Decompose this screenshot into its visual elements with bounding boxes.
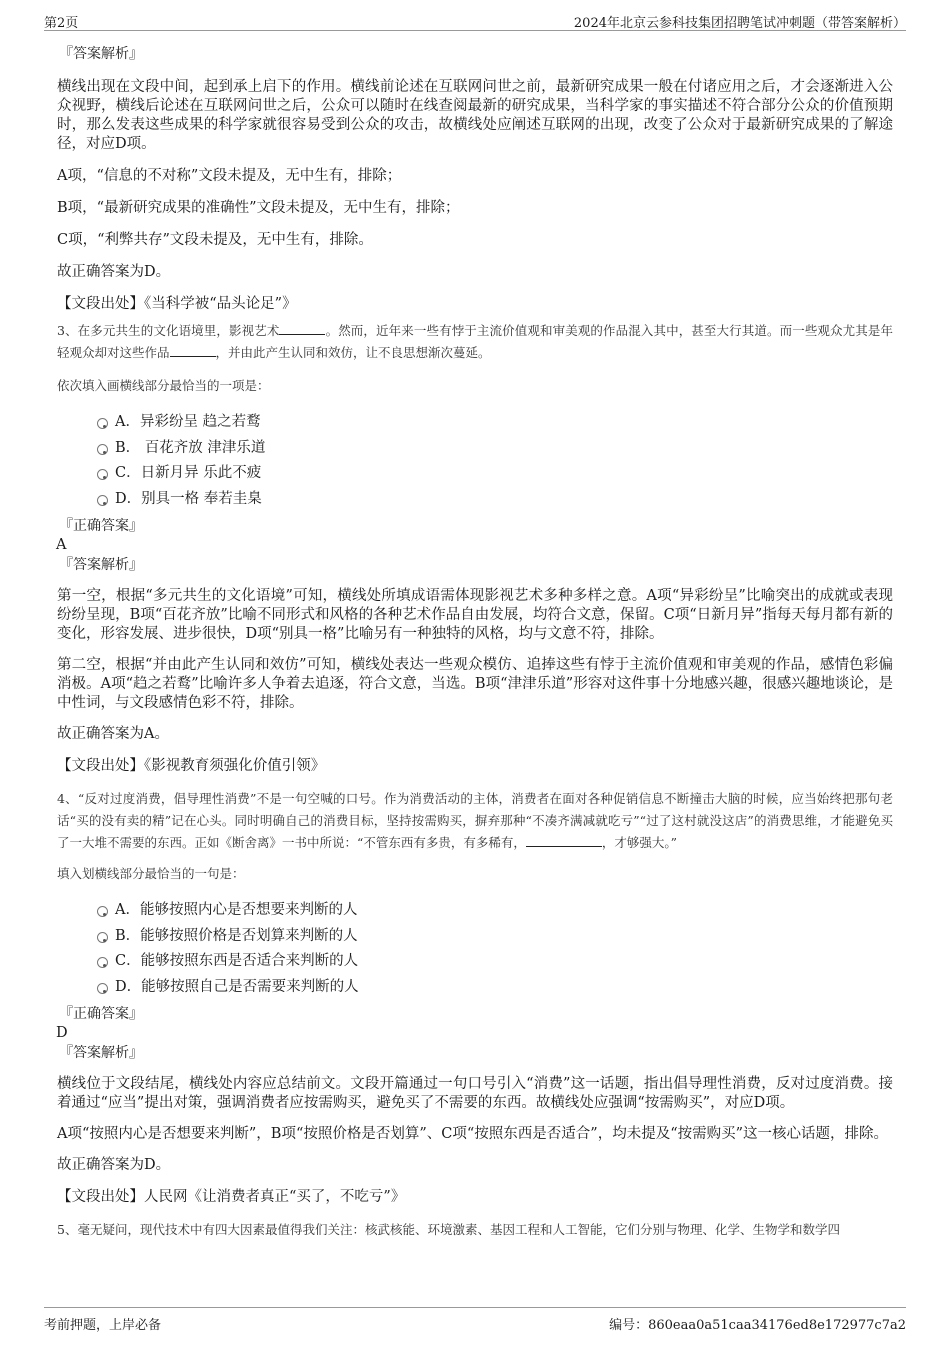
stem-text: ，并由此产生认同和效仿，让不良思想渐次蔓延。 <box>215 345 491 360</box>
question-2-analysis <box>57 44 893 314</box>
analysis-paragraph: C项，“利弊共存”文段未提及，无中生有，排除。 <box>57 232 373 248</box>
fill-blank <box>279 322 325 335</box>
correct-answer: A <box>56 537 67 553</box>
option-c[interactable] <box>97 949 893 975</box>
option-b[interactable] <box>97 924 893 950</box>
page-header <box>44 12 906 31</box>
footer-slogan: 考前押题，上岸必备 <box>44 1318 162 1333</box>
option-label: A．异彩纷呈 趋之若鹜 <box>115 414 261 430</box>
fill-blank <box>170 344 216 357</box>
analysis-conclusion: 故正确答案为D。 <box>57 1157 171 1173</box>
option-label: B． 百花齐放 津津乐道 <box>115 439 266 456</box>
analysis-label: 『答案解析』 <box>59 1045 143 1061</box>
option-label: A．能够按照内心是否想要来判断的人 <box>115 902 358 918</box>
analysis-paragraph: A项，“信息的不对称”文段未提及，无中生有，排除； <box>57 168 402 184</box>
page-number: 第2页 <box>44 16 79 31</box>
fill-blank <box>526 834 602 847</box>
stem-text: ，才够强大。” <box>601 835 678 850</box>
question-4 <box>57 788 893 1207</box>
page-footer <box>44 1307 906 1338</box>
analysis-paragraph: A项“按照内心是否想要来判断”，B项“按照价格是否划算”、C项“按照东西是否适合”，均未提及“按需购买”这一核心话题，排除。 <box>57 1126 889 1142</box>
options-list <box>57 898 893 1000</box>
question-3 <box>57 320 893 776</box>
option-b[interactable] <box>97 436 893 462</box>
options-list <box>57 410 893 512</box>
analysis-paragraph: 第一空，根据“多元共生的文化语境”可知，横线处所填成语需体现影视艺术多种多样之意。A项“异彩纷呈”比喻突出的成就或表现纷纷呈现，B项“百花齐放”比喻不同形式和风格的各种艺术作品自由发展，均符合文意，保留。C项“日新月异”指每天每月都有新的变化，形容发展、进步很快，D项“别具一格”比喻另有一种独特的风格，均与文意不符，排除。 <box>57 588 893 642</box>
analysis-conclusion: 故正确答案为A。 <box>57 726 169 742</box>
document-title: 2024年北京云参科技集团招聘笔试冲刺题（带答案解析） <box>573 16 906 31</box>
source-citation: 【文段出处】人民网《让消费者真正“买了，不吃亏”》 <box>57 1189 406 1205</box>
analysis-paragraph: 第二空，根据“并由此产生认同和效仿”可知，横线处表达一些观众模仿、追捧这些有悖于主流价值观和审美观的作品，感情色彩偏消极。A项“趋之若鹜”比喻许多人争着去追逐，符合文意，当选。B项“津津乐道”形容对这件事十分地感兴趣，很感兴趣地谈论，是中性词，与文段感情色彩不符，排除。 <box>57 657 893 711</box>
analysis-label: 『答案解析』 <box>59 557 143 573</box>
option-d[interactable] <box>97 975 893 1001</box>
option-a[interactable] <box>97 410 893 436</box>
analysis-label: 『答案解析』 <box>59 46 143 62</box>
analysis-paragraph: 横线出现在文段中间，起到承上启下的作用。横线前论述在互联网问世之前，最新研究成果一般在付诸应用之后，才会逐渐进入公众视野，横线后论述在互联网问世之后，公众可以随时在线查阅最新的研究成果，当科学家的事实描述不符合部分公众的价值预期时，那么发表这些成果的科学家就很容易受到公众的攻击，故横线处应阐述互联网的出现，改变了公众对于最新研究成果的了解途径，对应D项。 <box>57 79 893 152</box>
radio-icon[interactable] <box>97 932 108 943</box>
question-stem <box>57 788 893 854</box>
correct-answer-label: 『正确答案』 <box>59 518 143 534</box>
correct-answer-label: 『正确答案』 <box>59 1006 143 1022</box>
correct-answer: D <box>56 1025 68 1041</box>
radio-icon[interactable] <box>97 957 108 968</box>
radio-icon[interactable] <box>97 418 108 429</box>
radio-icon[interactable] <box>97 495 108 506</box>
option-label: B．能够按照价格是否划算来判断的人 <box>115 927 358 944</box>
option-label: C．能够按照东西是否适合来判断的人 <box>115 953 359 969</box>
stem-text: 4、“反对过度消费，倡导理性消费”不是一句空喊的口号。作为消费活动的主体，消费者在面对各种促销信息不断撞击大脑的时候，应当始终把那句老话“买的没有卖的精”记在心头。同时明确自己的消费目标，坚持按需购买，摒弃那种“不凑齐满减就吃亏”“过了这村就没这店”的消费思维，才能避免买了一大堆不需要的东西。正如《断舍离》一书中所说：“不管东西有多贵，有多稀有， <box>57 791 893 850</box>
question-stem <box>57 320 893 364</box>
question-stem: 5、毫无疑问，现代技术中有四大因素最值得我们关注：核武核能、环境激素、基因工程和人工智能，它们分别与物理、化学、生物学和数学四 <box>57 1222 840 1237</box>
radio-icon[interactable] <box>97 444 108 455</box>
radio-icon[interactable] <box>97 983 108 994</box>
analysis-conclusion: 故正确答案为D。 <box>57 264 171 280</box>
stem-text: 。然而，近年来一些有悖于主流价值观和审美观的作品混入其中，甚至大行其道。而一些观众尤其是年轻观众却对这些作品 <box>57 323 893 360</box>
option-label: D．能够按照自己是否需要来判断的人 <box>115 978 359 995</box>
option-label: C．日新月异 乐此不疲 <box>115 465 262 481</box>
analysis-paragraph: 横线位于文段结尾，横线处内容应总结前文。文段开篇通过一句口号引入“消费”这一话题，指出倡导理性消费，反对过度消费。接着通过“应当”提出对策，强调消费者应按需购买，避免买了不需要的东西。故横线处应强调“按需购买”，对应D项。 <box>57 1076 893 1111</box>
option-a[interactable] <box>97 898 893 924</box>
source-citation: 【文段出处】《当科学被“品头论足”》 <box>57 296 297 312</box>
source-citation: 【文段出处】《影视教育须强化价值引领》 <box>57 758 326 774</box>
option-label: D．别具一格 奉若圭臬 <box>115 490 262 507</box>
document-id: 编号：860eaa0a51caa34176ed8e172977c7a2 <box>609 1318 906 1333</box>
option-d[interactable] <box>97 487 893 513</box>
radio-icon[interactable] <box>97 469 108 480</box>
question-5 <box>57 1219 893 1241</box>
question-instruction: 依次填入画横线部分最恰当的一项是： <box>57 378 270 393</box>
question-instruction: 填入划横线部分最恰当的一句是： <box>57 866 245 881</box>
stem-text: 3、在多元共生的文化语境里，影视艺术 <box>57 323 280 338</box>
radio-icon[interactable] <box>97 906 108 917</box>
main-content <box>57 44 893 1241</box>
option-c[interactable] <box>97 461 893 487</box>
analysis-paragraph: B项，“最新研究成果的准确性”文段未提及，无中生有，排除； <box>57 200 460 216</box>
